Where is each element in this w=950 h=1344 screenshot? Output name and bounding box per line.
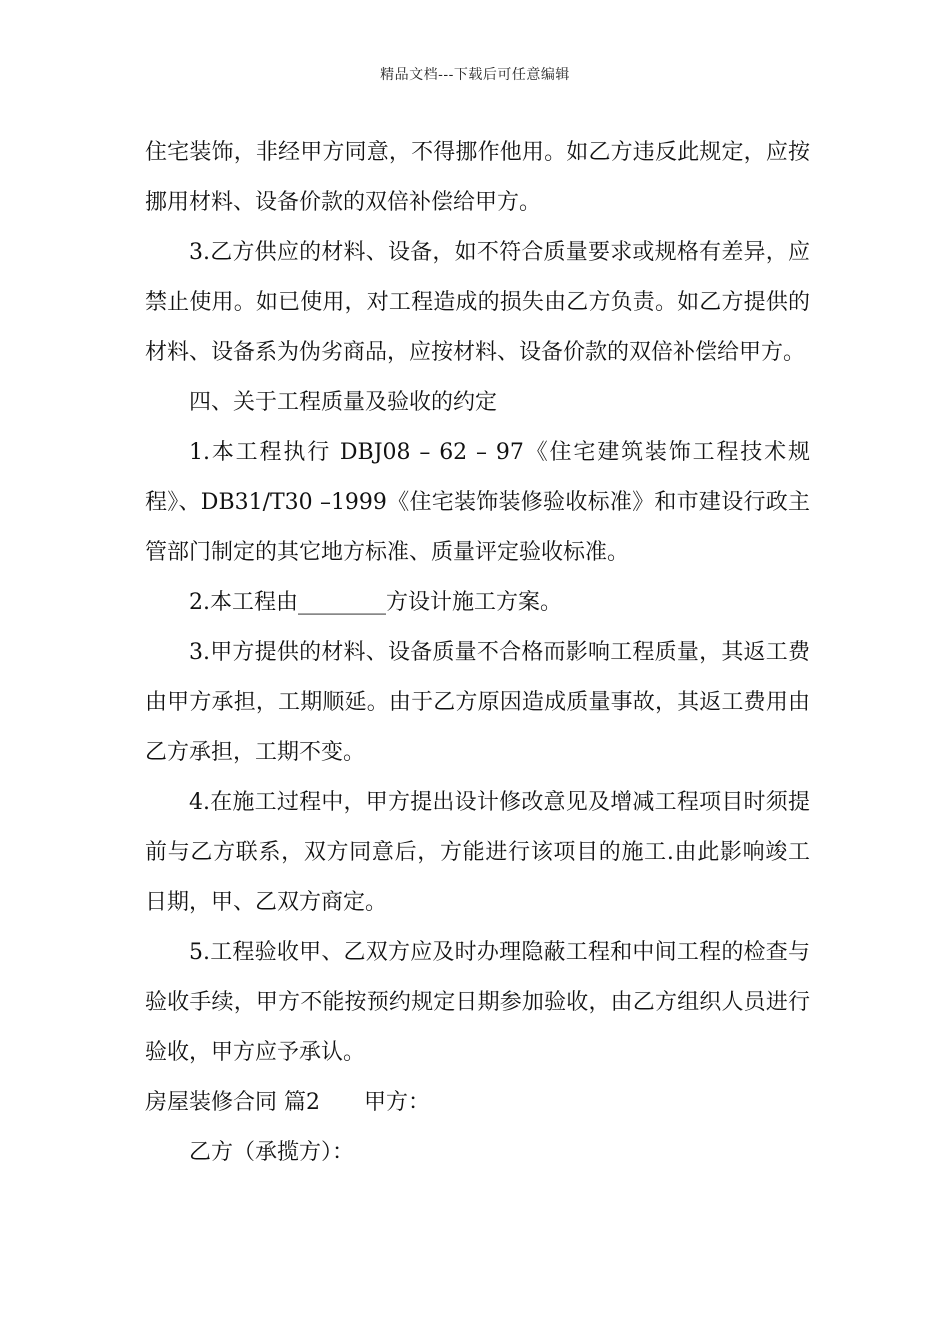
paragraph-clause-1-standards: 1.本工程执行 DBJ08 – 62 – 97《住宅建筑装饰工程技术规程》、DB31/T30 –1999《住宅装饰装修验收标准》和市建设行政主管部门制定的其它地方标准、质量评定验收标准。 [145,440,810,565]
paragraph-clause-4-changes: 4.在施工过程中，甲方提出设计修改意见及增减工程项目时须提前与乙方联系，双方同意后，方能进行该项目的施工.由此影响竣工日期，甲、乙双方商定。 [145,790,810,915]
contract-title-line [145,1078,810,1128]
paragraph-clause-2-design: 2.本工程由________方设计施工方案。 [189,590,562,615]
document-body [145,128,810,1178]
section-heading-quality: 四、关于工程质量及验收的约定 [189,390,498,415]
page-header: 精品文档---下载后可任意编辑 [380,67,570,83]
party-b-label: 乙方（承揽方）： [189,1140,355,1165]
paragraph-clause-5-acceptance: 5.工程验收甲、乙双方应及时办理隐蔽工程和中间工程的检查与验收手续，甲方不能按预约规定日期参加验收，由乙方组织人员进行验收，甲方应予承认。 [145,940,810,1065]
paragraph-clause-3-materials: 3.乙方供应的材料、设备，如不符合质量要求或规格有差异，应禁止使用。如已使用，对工程造成的损失由乙方负责。如乙方提供的材料、设备系为伪劣商品，应按材料、设备价款的双倍补偿给甲方。 [145,240,810,365]
party-a-label: 甲方： [364,1090,431,1115]
paragraph-continuation: 住宅装饰，非经甲方同意，不得挪作他用。如乙方违反此规定，应按挪用材料、设备价款的双倍补偿给甲方。 [145,140,810,215]
contract-section-title: 房屋装修合同 篇2 [145,1090,320,1115]
paragraph-clause-3-quality: 3.甲方提供的材料、设备质量不合格而影响工程质量，其返工费由甲方承担，工期顺延。由于乙方原因造成质量事故，其返工费用由乙方承担，工期不变。 [145,640,810,765]
